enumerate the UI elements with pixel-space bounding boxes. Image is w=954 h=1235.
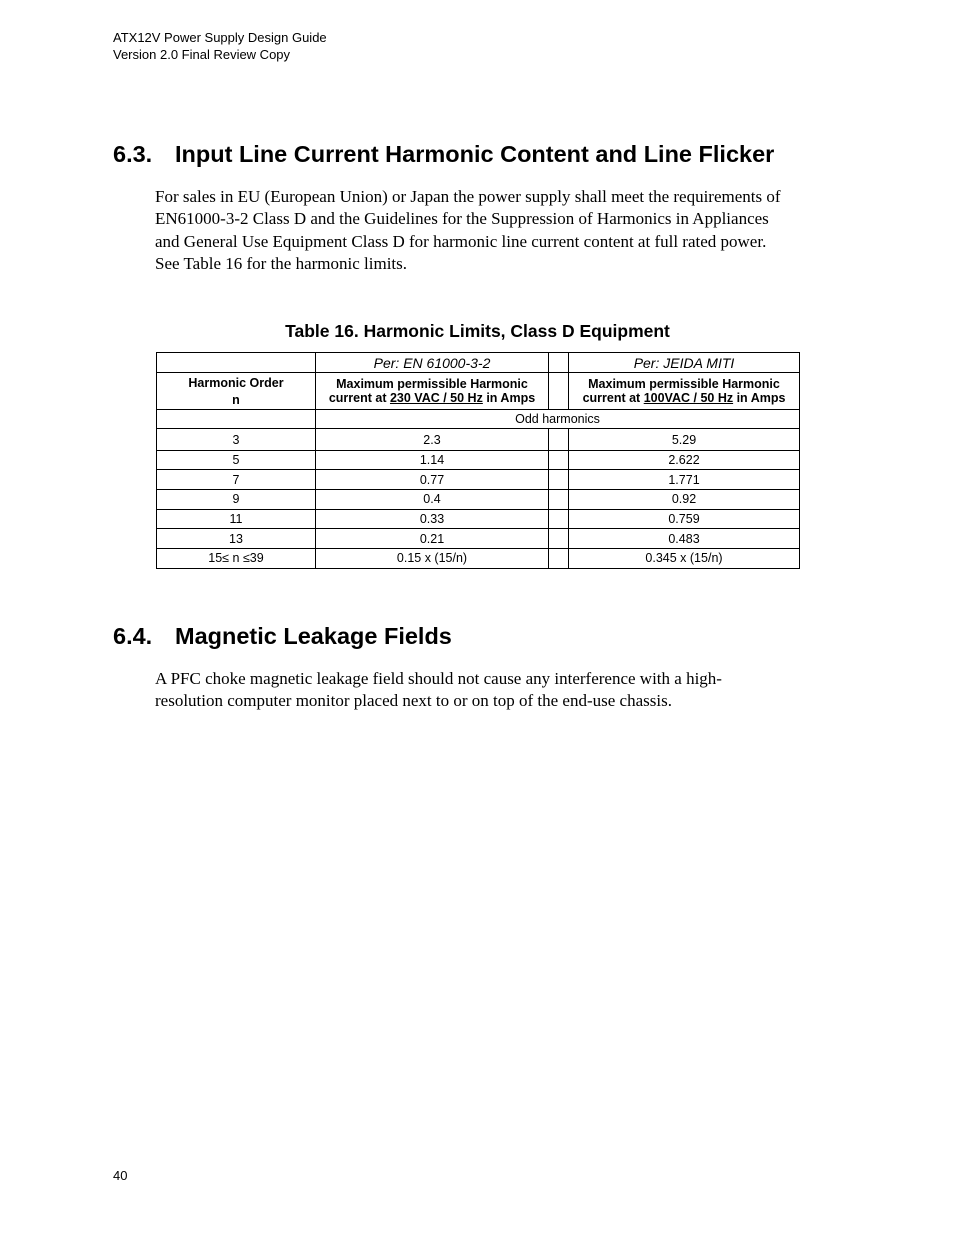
harmonic-order-cell: 11: [157, 509, 316, 529]
header-text: current at: [328, 391, 390, 405]
table-row: [157, 509, 800, 529]
header-text: in Amps: [733, 391, 786, 405]
en-limit-cell: 0.15 x (15/n): [316, 549, 549, 569]
page-number: 40: [113, 1168, 128, 1183]
per-en-cell: Per: EN 61000-3-2: [316, 353, 549, 373]
section-6-4-heading: [113, 623, 452, 650]
paragraph-line: See Table 16 for the harmonic limits.: [155, 253, 408, 273]
header-underlined-text: 230 VAC / 50 Hz: [389, 391, 483, 405]
header-line: Maximum permissible Harmonic: [588, 377, 780, 391]
section-number: 6.4.: [113, 623, 153, 649]
table-cell-empty: [157, 410, 316, 429]
table-header-row: [157, 373, 800, 410]
header-version: Version 2.0 Final Review Copy: [113, 47, 291, 62]
table-caption: Table 16. Harmonic Limits, Class D Equipment: [285, 321, 670, 341]
en-limit-cell: 0.77: [316, 470, 549, 490]
table-spacer-cell: [549, 509, 569, 529]
harmonic-order-cell: 13: [157, 529, 316, 549]
table-cell-empty: [157, 353, 316, 373]
section-6-3-heading: [113, 141, 774, 168]
section-title: Magnetic Leakage Fields: [175, 623, 452, 649]
table-spacer-cell: [549, 373, 569, 410]
jeida-limit-cell: 0.759: [569, 509, 800, 529]
header-underlined-text: 100VAC / 50 Hz: [643, 391, 734, 405]
header-line: Harmonic Order: [188, 375, 284, 390]
table-row: [157, 450, 800, 470]
table-spacer-cell: [549, 529, 569, 549]
en-limit-cell: 0.33: [316, 509, 549, 529]
header-text: current at: [582, 391, 644, 405]
paragraph-line: resolution computer monitor placed next to or on top of the end-use chassis.: [155, 691, 672, 711]
harmonic-order-cell: 9: [157, 490, 316, 510]
section-6-4-paragraph: [155, 668, 855, 713]
jeida-limit-cell: 2.622: [569, 450, 800, 470]
paragraph-line: For sales in EU (European Union) or Japan the power supply shall meet the requirements of: [155, 187, 781, 206]
table-row: [157, 470, 800, 490]
section-number: 6.3.: [113, 141, 153, 167]
header-line: [569, 391, 799, 405]
section-title: Input Line Current Harmonic Content and Line Flicker: [175, 141, 775, 167]
en-limit-cell: 0.21: [316, 529, 549, 549]
table-row: [157, 529, 800, 549]
en-limit-header: [316, 373, 549, 410]
harmonic-order-cell: 3: [157, 429, 316, 451]
table-spacer-cell: [549, 549, 569, 569]
running-header: [113, 29, 327, 63]
table-row: [157, 549, 800, 569]
jeida-limit-cell: 5.29: [569, 429, 800, 451]
paragraph-line: and General Use Equipment Class D for harmonic line current content at full rated power.: [155, 231, 767, 251]
paragraph-line: EN61000-3-2 Class D and the Guidelines for the Suppression of Harmonics in Appliances: [155, 209, 769, 229]
jeida-limit-cell: 0.92: [569, 490, 800, 510]
jeida-limit-cell: 0.483: [569, 529, 800, 549]
header-line: Maximum permissible Harmonic: [336, 377, 528, 391]
harmonic-limits-table: [156, 352, 800, 569]
paragraph-line: A PFC choke magnetic leakage field should not cause any interference with a high-: [155, 669, 722, 688]
odd-harmonics-label: Odd harmonics: [316, 410, 800, 429]
table-row: [157, 429, 800, 451]
per-jeida-cell: Per: JEIDA MITI: [569, 353, 800, 373]
jeida-limit-cell: 0.345 x (15/n): [569, 549, 800, 569]
en-limit-cell: 2.3: [316, 429, 549, 451]
header-line: n: [232, 392, 240, 407]
odd-harmonics-row: [157, 410, 800, 429]
header-text: in Amps: [482, 391, 536, 405]
table-spacer-cell: [549, 429, 569, 451]
jeida-limit-cell: 1.771: [569, 470, 800, 490]
table-spacer-cell: [549, 490, 569, 510]
harmonic-order-cell: 15≤ n ≤39: [157, 549, 316, 569]
harmonic-order-cell: 7: [157, 470, 316, 490]
header-title: ATX12V Power Supply Design Guide: [113, 30, 327, 45]
table-per-row: [157, 353, 800, 373]
table-spacer-cell: [549, 353, 569, 373]
jeida-limit-header: [569, 373, 800, 410]
en-limit-cell: 0.4: [316, 490, 549, 510]
table-row: [157, 490, 800, 510]
table-spacer-cell: [549, 470, 569, 490]
en-limit-cell: 1.14: [316, 450, 549, 470]
section-6-3-paragraph: [155, 186, 855, 275]
harmonic-order-cell: 5: [157, 450, 316, 470]
harmonic-order-header: [157, 373, 316, 410]
table-spacer-cell: [549, 450, 569, 470]
header-line: [316, 391, 548, 405]
